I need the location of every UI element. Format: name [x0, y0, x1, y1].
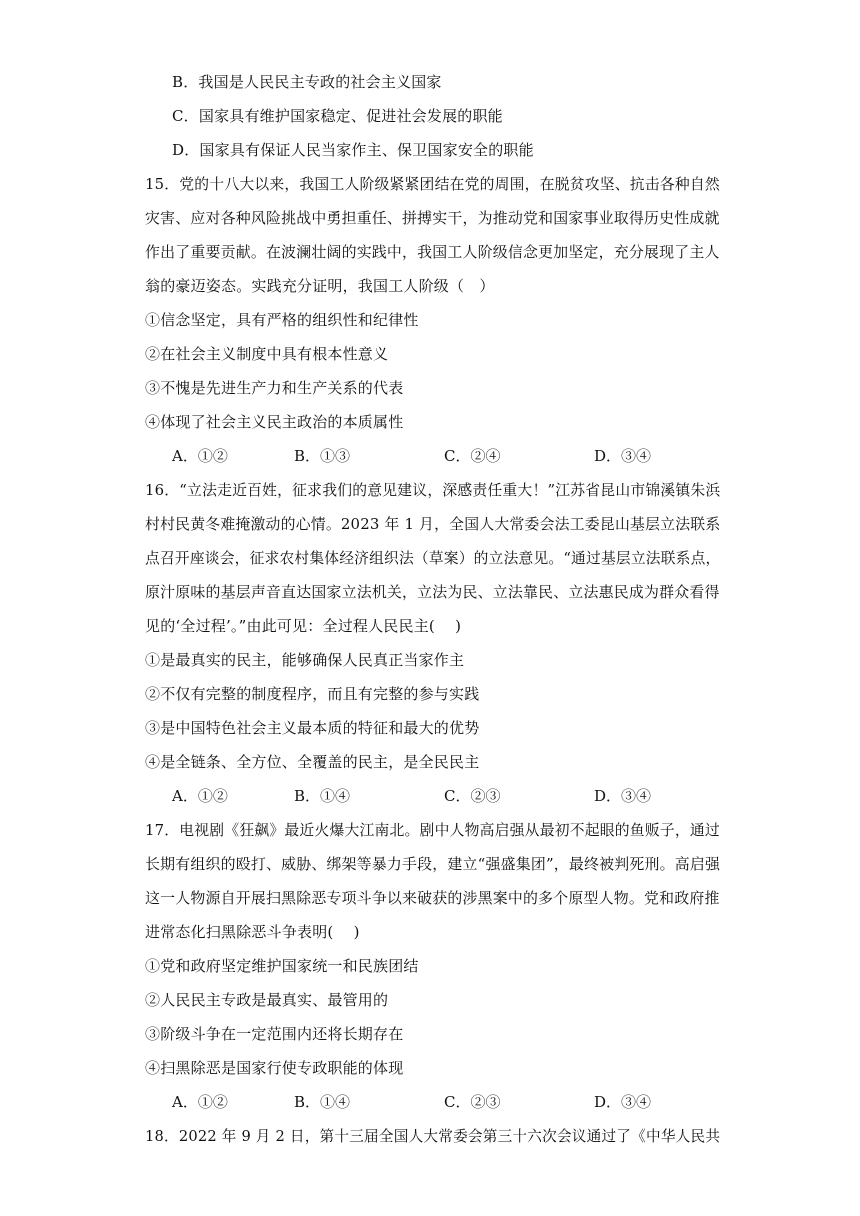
q17-choice-a: A．①② — [172, 1093, 228, 1111]
q16-choice-d: D．③④ — [594, 787, 652, 805]
q17-choice-b: B．①④ — [294, 1093, 351, 1111]
q16-choice-a: A．①② — [172, 787, 228, 805]
q16-choice-b: B．①④ — [294, 787, 351, 805]
q15-choice-b: B．①③ — [294, 447, 351, 465]
q17-stem-line: 进常态化扫黑除恶斗争表明( ) — [145, 923, 360, 941]
q16-stem-line: 见的‘全过程’。”由此可见：全过程人民民主( ) — [145, 617, 462, 635]
q16-stem-line: 16．“立法走近百姓，征求我们的意见建议，深感责任重大！”江苏省昆山市锦溪镇朱浜 — [145, 481, 721, 499]
q16-stem-line: 原汁原味的基层声音直达国家立法机关，立法为民、立法靠民、立法惠民成为群众看得 — [145, 583, 720, 601]
prev-option-b: B．我国是人民民主专政的社会主义国家 — [172, 73, 442, 91]
q15-stem-line: 15．党的十八大以来，我国工人阶级紧紧团结在党的周围，在脱贫攻坚、抗击各种自然 — [145, 175, 720, 193]
q16-choice-c: C．②③ — [444, 787, 501, 805]
q15-statement: ②在社会主义制度中具有根本性意义 — [145, 345, 389, 363]
q16-stem-line: 点召开座谈会，征求农村集体经济组织法（草案）的立法意见。“通过基层立法联系点， — [145, 549, 721, 567]
q16-statement: ①是最真实的民主，能够确保人民真正当家作主 — [145, 651, 465, 669]
q15-statement: ④体现了社会主义民主政治的本质属性 — [145, 413, 404, 431]
q17-stem-line: 长期有组织的殴打、威胁、绑架等暴力手段，建立“强盛集团”，最终被判死刑。高启强 — [145, 855, 721, 873]
q15-stem-line: 灾害、应对各种风险挑战中勇担重任、拼搏实干，为推动党和国家事业取得历史性成就 — [145, 209, 720, 227]
q17-statement: ①党和政府坚定维护国家统一和民族团结 — [145, 957, 419, 975]
q17-statement: ④扫黑除恶是国家行使专政职能的体现 — [145, 1059, 404, 1077]
q15-choice-d: D．③④ — [594, 447, 652, 465]
q16-statement: ②不仅有完整的制度程序，而且有完整的参与实践 — [145, 685, 480, 703]
q15-stem-line: 翁的豪迈姿态。实践充分证明，我国工人阶级（ ） — [145, 277, 495, 295]
q16-statement: ④是全链条、全方位、全覆盖的民主，是全民民主 — [145, 753, 480, 771]
q15-choice-a: A．①② — [172, 447, 228, 465]
q15-statement: ③不愧是先进生产力和生产关系的代表 — [145, 379, 404, 397]
q16-statement: ③是中国特色社会主义最本质的特征和最大的优势 — [145, 719, 480, 737]
q15-choice-c: C．②④ — [444, 447, 501, 465]
q18-stem-line: 18．2022 年 9 月 2 日，第十三届全国人大常委会第三十六次会议通过了《中华人民共 — [145, 1127, 721, 1145]
q15-choices — [172, 446, 732, 466]
prev-option-d: D．国家具有保证人民当家作主、保卫国家安全的职能 — [172, 141, 534, 159]
q16-choices — [172, 786, 732, 806]
q17-choice-d: D．③④ — [594, 1093, 652, 1111]
q17-choice-c: C．②③ — [444, 1093, 501, 1111]
prev-option-c: C．国家具有维护国家稳定、促进社会发展的职能 — [172, 107, 503, 125]
q17-stem-line: 这一人物源自开展扫黑除恶专项斗争以来破获的涉黑案中的多个原型人物。党和政府推 — [145, 889, 720, 907]
q17-choices — [172, 1092, 732, 1112]
q15-stem-line: 作出了重要贡献。在波澜壮阔的实践中，我国工人阶级信念更加坚定，充分展现了主人 — [145, 243, 720, 261]
q15-statement: ①信念坚定，具有严格的组织性和纪律性 — [145, 311, 419, 329]
q17-statement: ③阶级斗争在一定范围内还将长期存在 — [145, 1025, 404, 1043]
q17-statement: ②人民民主专政是最真实、最管用的 — [145, 991, 389, 1009]
q16-stem-line: 村村民黄冬难掩激动的心情。2023 年 1 月，全国人大常委会法工委昆山基层立法联系 — [145, 515, 721, 533]
q17-stem-line: 17．电视剧《狂飙》最近火爆大江南北。剧中人物高启强从最初不起眼的鱼贩子，通过 — [145, 821, 720, 839]
